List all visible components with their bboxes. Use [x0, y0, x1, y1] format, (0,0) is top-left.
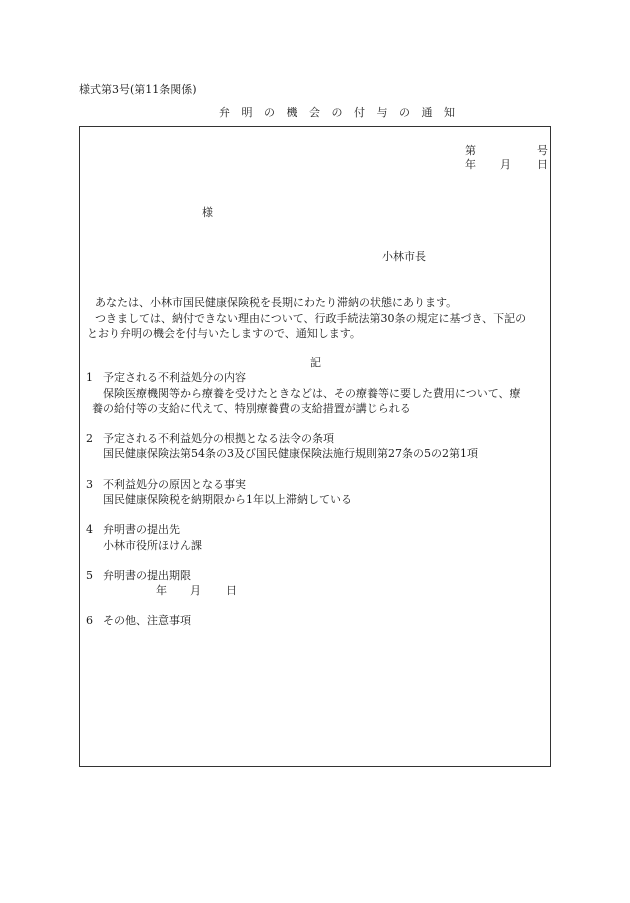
- item-heading: 弁明書の提出先: [103, 523, 180, 536]
- item-number: 4: [86, 523, 93, 536]
- issue-date-month: 月: [500, 158, 511, 171]
- issue-date-day: 日: [537, 158, 548, 171]
- item-number: 1: [86, 371, 93, 384]
- ki-heading: 記: [310, 356, 321, 369]
- body-paragraph-2-line-1: つきましては、納付できない理由について、行政手続法第30条の規定に基づき、下記の: [95, 312, 527, 325]
- item-heading: 不利益処分の原因となる事実: [103, 478, 246, 491]
- body-paragraph-1: あなたは、小林市国民健康保険税を長期にわたり滞納の状態にあります。: [95, 296, 458, 309]
- issue-date-year: 年: [465, 158, 476, 171]
- item-heading: 予定される不利益処分の根拠となる法令の条項: [103, 432, 334, 445]
- document-number-dai: 第: [465, 144, 476, 157]
- item-heading: 弁明書の提出期限: [103, 569, 191, 582]
- item-detail-line: 小林市役所ほけん課: [103, 539, 202, 552]
- form-number-label: 様式第3号(第11条関係): [79, 83, 197, 96]
- issuer-name: 小林市長: [382, 250, 426, 263]
- document-title: 弁 明 の 機 会 の 付 与 の 通 知: [219, 106, 459, 119]
- deadline-year: 年: [156, 584, 167, 597]
- item-number: 6: [86, 614, 93, 627]
- document-number-go: 号: [537, 144, 548, 157]
- item-number: 3: [86, 478, 93, 491]
- item-number: 5: [86, 569, 93, 582]
- addressee-honorific: 様: [202, 206, 213, 219]
- item-heading: その他、注意事項: [103, 614, 191, 627]
- body-paragraph-2-line-2: とおり弁明の機会を付与いたしますので、通知します。: [87, 327, 361, 340]
- item-detail-line: 養の給付等の支給に代えて、特別療養費の支給措置が講じられる: [92, 402, 411, 415]
- item-detail-line: 保険医療機関等から療養を受けたときなどは、その療養等に要した費用について、療: [103, 387, 521, 400]
- item-detail-line: 国民健康保険法第54条の3及び国民健康保険法施行規則第27条の5の2第1項: [103, 447, 478, 460]
- deadline-month: 月: [190, 584, 201, 597]
- item-detail-line: 国民健康保険税を納期限から1年以上滞納している: [103, 493, 352, 506]
- deadline-day: 日: [226, 584, 237, 597]
- item-number: 2: [86, 432, 93, 445]
- item-heading: 予定される不利益処分の内容: [103, 371, 246, 384]
